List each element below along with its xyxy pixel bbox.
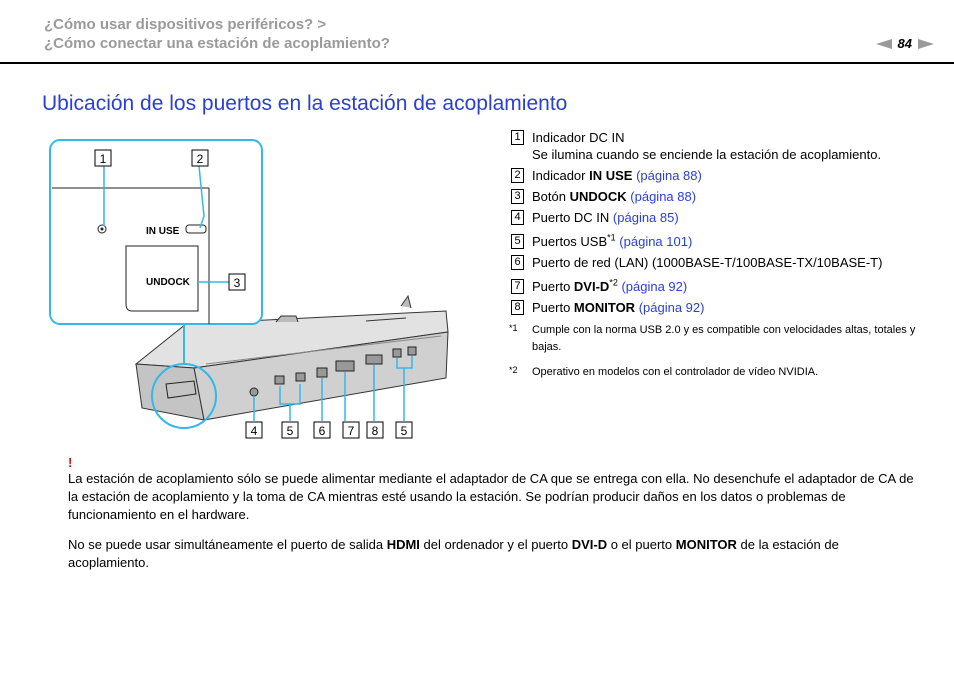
page-navigation [876,36,934,51]
legend-bold: IN USE [589,168,633,183]
legend-text: Indicador DC IN [532,130,625,145]
callout-3: 3 [233,276,241,290]
page-number: 84 [897,36,912,51]
legend-item [511,299,931,316]
legend-text: Indicador [532,168,590,183]
legend-item [511,278,931,295]
legend-number: 6 [511,255,524,270]
legend-bold: DVI-D [573,279,610,294]
docking-station-figure [46,136,466,448]
callout-7: 7 [347,424,355,438]
callout-5: 5 [286,424,294,438]
legend-subtext: Se ilumina cuando se enciende la estación de acoplamiento. [532,147,882,162]
callout-8: 8 [371,424,379,438]
warning-icon: ! [68,455,73,470]
footnote [509,364,919,381]
legend-item [511,209,931,226]
warning-paragraph-2: No se puede usar simultáneamente el puerto de salida HDMI del ordenador y el puerto DVI-D o el puerto MONITOR de la estación de acoplamiento. [68,537,839,570]
monitor-port-icon [366,355,382,364]
legend-text: Puerto [532,279,574,294]
page-link[interactable]: (página 88) [630,189,697,204]
legend-number: 3 [511,189,524,204]
legend-number: 5 [511,234,524,249]
warning-paragraph: La estación de acoplamiento sólo se puede alimentar mediante el adaptador de CA que se entrega con ella. No desenchufe el adaptador de CA de la estación de acoplamiento y la toma de CA mientras esté usando la estación. Se podrían producir daños en los datos o problemas de funcionamiento en el hardware. [68,471,914,522]
legend-number: 4 [511,210,524,225]
undock-label: UNDOCK [146,277,190,288]
legend-item [511,233,931,250]
legend-text: Botón [532,189,570,204]
page-link[interactable]: (página 92) [621,279,688,294]
dc-in-port-icon [250,388,258,396]
footnotes [509,322,919,389]
callout-4: 4 [250,424,258,438]
page-link[interactable]: (página 92) [638,300,705,315]
footnote-marker: *1 [607,232,616,243]
page-link[interactable]: (página 85) [612,210,679,225]
callout-6: 6 [318,424,326,438]
legend-text: Puerto [532,300,574,315]
legend-number: 8 [511,300,524,315]
legend-number: 1 [511,130,524,145]
header-divider [0,62,954,64]
legend-number: 2 [511,168,524,183]
next-page-icon[interactable] [918,39,934,49]
usb-port-icon [296,373,305,381]
footnote [509,322,919,356]
page-link[interactable]: (página 88) [636,168,702,183]
legend-item [511,188,931,205]
usb-port-icon [275,376,284,384]
header [44,15,914,53]
legend-item [511,254,931,271]
warning-section [68,456,914,584]
callout-5b: 5 [400,424,408,438]
legend-item [511,167,931,184]
legend-text: Puertos USB [532,234,608,249]
usb-port-icon [393,349,401,357]
legend-bold: UNDOCK [569,189,627,204]
in-use-label: IN USE [146,226,180,237]
footnote-mark: *1 [509,323,518,333]
footnote-text: Cumple con la norma USB 2.0 y es compatible con velocidades altas, totales y bajas. [532,324,916,353]
callout-2: 2 [196,152,204,166]
previous-page-icon[interactable] [876,39,892,49]
footnote-text: Operativo en modelos con el controlador de vídeo NVIDIA. [532,366,819,378]
footnote-marker: *2 [609,277,618,288]
lan-port-icon [317,368,327,377]
page-link[interactable]: (página 101) [619,234,693,249]
footnote-mark: *2 [509,365,518,375]
usb-port-icon [408,347,416,355]
breadcrumb-parent[interactable]: ¿Cómo usar dispositivos periféricos? > [44,16,327,33]
legend-text: Puerto DC IN [532,210,613,225]
callout-1: 1 [99,152,107,166]
legend-text: Puerto de red (LAN) (1000BASE-T/100BASE-TX/10BASE-T) [532,255,883,270]
page-title: Ubicación de los puertos en la estación de acoplamiento [42,92,568,115]
legend-bold: MONITOR [573,300,636,315]
dvi-port-icon [336,361,354,371]
port-legend [511,129,931,320]
breadcrumb-current[interactable]: ¿Cómo conectar una estación de acoplamiento? [44,35,390,52]
legend-item [511,129,931,163]
legend-number: 7 [511,279,524,294]
